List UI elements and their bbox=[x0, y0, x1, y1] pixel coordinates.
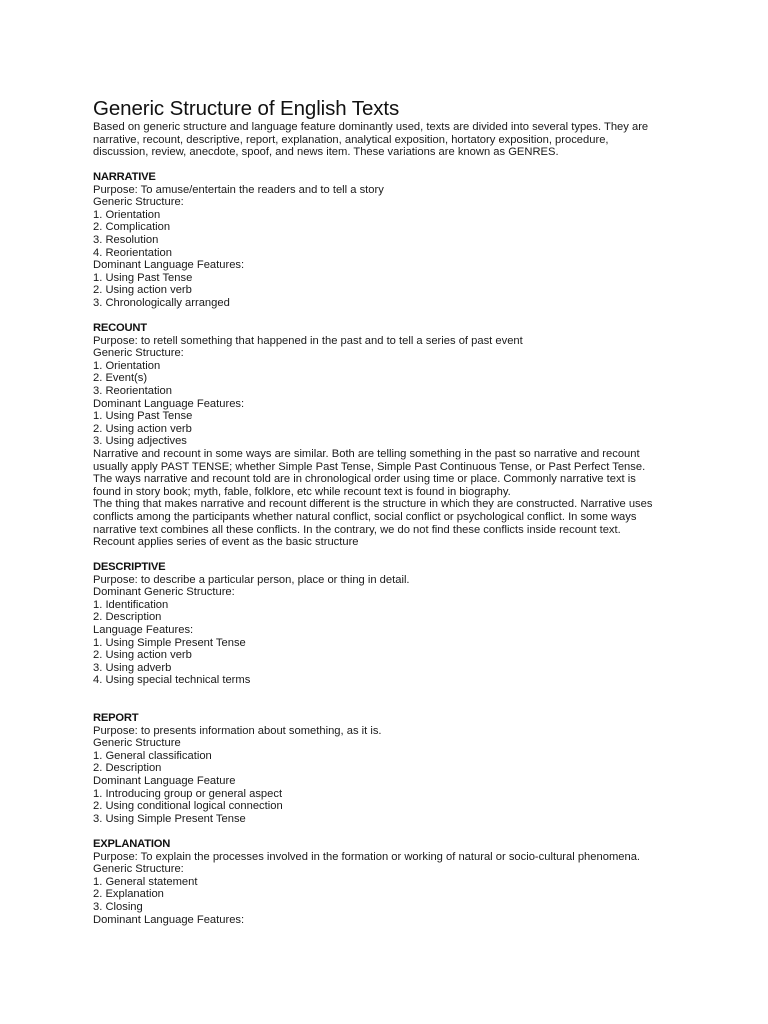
intro-paragraph bbox=[93, 121, 693, 159]
features-label: Dominant Language Features: bbox=[93, 397, 245, 410]
section-explanation bbox=[93, 838, 693, 926]
list-item: 2. Using action verb bbox=[93, 422, 192, 435]
list-item: 2. Description bbox=[93, 762, 162, 775]
section-narrative bbox=[93, 171, 693, 310]
list-item: 1. General statement bbox=[93, 875, 198, 888]
comparison-paragraph-line: found in story book; myth, fable, folklore, etc while recount text is found in biography. bbox=[93, 485, 511, 498]
list-item: 1. Using Past Tense bbox=[93, 410, 193, 423]
list-item: 3. Closing bbox=[93, 900, 143, 913]
difference-paragraph-line: The thing that makes narrative and recount different is the structure in which they are constructed. Narrative uses bbox=[93, 498, 653, 511]
list-item: 2. Using conditional logical connection bbox=[93, 800, 283, 813]
list-item: 1. Orientation bbox=[93, 208, 161, 221]
list-item: 4. Using special technical terms bbox=[93, 674, 251, 687]
features-label: Dominant Language Features: bbox=[93, 913, 245, 926]
list-item: 1. Using Simple Present Tense bbox=[93, 636, 246, 649]
purpose-line: Purpose: to presents information about something, as it is. bbox=[93, 724, 382, 737]
difference-paragraph-line: conflicts among the participants whether natural conflict, social conflict or psychological conflict. In some ways bbox=[93, 510, 637, 523]
section-recount bbox=[93, 322, 693, 549]
list-item: 2. Complication bbox=[93, 221, 171, 234]
purpose-line: Purpose: to retell something that happened in the past and to tell a series of past event bbox=[93, 334, 523, 347]
features-label: Dominant Language Feature bbox=[93, 774, 236, 787]
difference-paragraph-line: Recount applies series of event as the basic structure bbox=[93, 536, 359, 549]
section-heading: NARRATIVE bbox=[93, 171, 156, 183]
structure-label: Generic Structure bbox=[93, 737, 181, 750]
intro-line: narrative, recount, descriptive, report, explanation, analytical exposition, hortatory exposition, procedure, bbox=[93, 133, 609, 146]
document-header bbox=[93, 97, 693, 159]
list-item: 1. Orientation bbox=[93, 359, 161, 372]
section-heading: DESCRIPTIVE bbox=[93, 561, 166, 573]
intro-line: discussion, review, anecdote, spoof, and news item. These variations are known as GENRES. bbox=[93, 146, 559, 159]
section-heading: RECOUNT bbox=[93, 322, 147, 334]
list-item: 2. Explanation bbox=[93, 888, 164, 901]
structure-label: Generic Structure: bbox=[93, 863, 184, 876]
page-title: Generic Structure of English Texts bbox=[93, 97, 400, 120]
purpose-line: Purpose: To amuse/entertain the readers and to tell a story bbox=[93, 183, 384, 196]
list-item: 2. Using action verb bbox=[93, 649, 192, 662]
list-item: 2. Description bbox=[93, 611, 162, 624]
structure-label: Dominant Generic Structure: bbox=[93, 586, 235, 599]
comparison-paragraph-line: Narrative and recount in some ways are similar. Both are telling something in the past so narrative and recount bbox=[93, 447, 640, 460]
list-item: 3. Using adverb bbox=[93, 661, 172, 674]
comparison-paragraph-line: The ways narrative and recount told are in chronological order using time or place. Commonly narrative text is bbox=[93, 473, 636, 486]
list-item: 3. Using Simple Present Tense bbox=[93, 812, 246, 825]
features-label: Dominant Language Features: bbox=[93, 259, 245, 272]
list-item: 4. Reorientation bbox=[93, 246, 172, 259]
section-report bbox=[93, 712, 693, 825]
list-item: 1. Introducing group or general aspect bbox=[93, 787, 283, 800]
section-heading: REPORT bbox=[93, 712, 139, 724]
list-item: 1. General classification bbox=[93, 749, 212, 762]
list-item: 1. Using Past Tense bbox=[93, 271, 193, 284]
difference-paragraph-line: narrative text combines all these conflicts. In the contrary, we do not find these conflicts inside recount text. bbox=[93, 523, 621, 536]
list-item: 2. Event(s) bbox=[93, 372, 148, 385]
list-item: 3. Chronologically arranged bbox=[93, 296, 230, 309]
list-item: 1. Identification bbox=[93, 598, 169, 611]
comparison-paragraph-line: usually apply PAST TENSE; whether Simple Past Tense, Simple Past Continuous Tense, or Past Perfect Tense. bbox=[93, 460, 646, 473]
purpose-line: Purpose: to describe a particular person, place or thing in detail. bbox=[93, 573, 410, 586]
structure-label: Generic Structure: bbox=[93, 196, 184, 209]
list-item: 3. Resolution bbox=[93, 233, 159, 246]
list-item: 2. Using action verb bbox=[93, 284, 192, 297]
purpose-line: Purpose: To explain the processes involved in the formation or working of natural or socio-cultural phenomena. bbox=[93, 850, 641, 863]
features-label: Language Features: bbox=[93, 623, 194, 636]
structure-label: Generic Structure: bbox=[93, 347, 184, 360]
list-item: 3. Using adjectives bbox=[93, 435, 187, 448]
list-item: 3. Reorientation bbox=[93, 384, 172, 397]
intro-line: Based on generic structure and language feature dominantly used, texts are divided into several types. They are bbox=[93, 121, 649, 133]
section-descriptive bbox=[93, 561, 693, 687]
section-heading: EXPLANATION bbox=[93, 838, 171, 850]
